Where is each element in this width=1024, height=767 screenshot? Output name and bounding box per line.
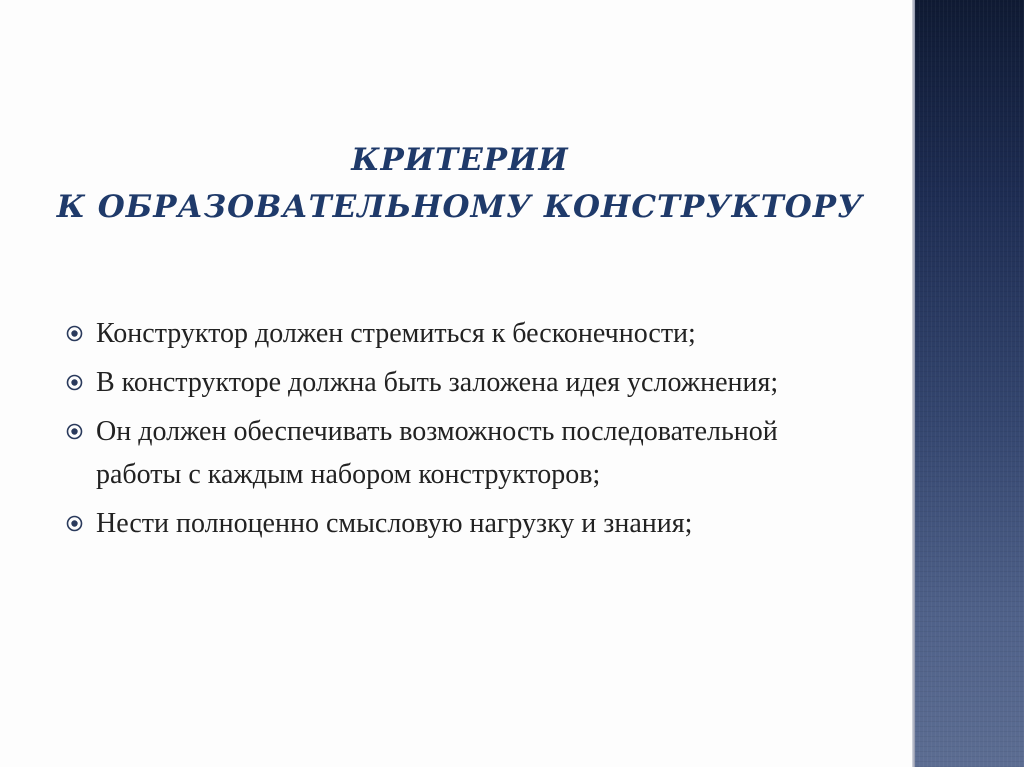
- circled-dot-icon: [66, 423, 83, 440]
- bullet-text: В конструкторе должна быть заложена идея усложнения;: [96, 367, 779, 398]
- bullet-text: Он должен обеспечивать возможность последовательной работы с каждым набором конструкторов;: [96, 416, 778, 490]
- list-item: [66, 361, 866, 404]
- decorative-side-panel: [915, 0, 1024, 767]
- slide-title: [40, 137, 880, 231]
- slide-title-line-2: К ОБРАЗОВАТЕЛЬНОМУ КОНСТРУКТОРУ: [56, 189, 864, 225]
- list-item: [66, 502, 866, 545]
- circled-dot-icon: [66, 515, 83, 532]
- bullet-text: Конструктор должен стремиться к бесконечности;: [96, 318, 696, 349]
- circled-dot-icon: [66, 374, 83, 391]
- slide-title-line-1: КРИТЕРИИ: [351, 142, 569, 178]
- circled-dot-icon: [66, 325, 83, 342]
- list-item: [66, 410, 866, 496]
- bullet-list: [66, 312, 866, 551]
- list-item: [66, 312, 866, 355]
- bullet-text: Нести полноценно смысловую нагрузку и знания;: [96, 508, 693, 539]
